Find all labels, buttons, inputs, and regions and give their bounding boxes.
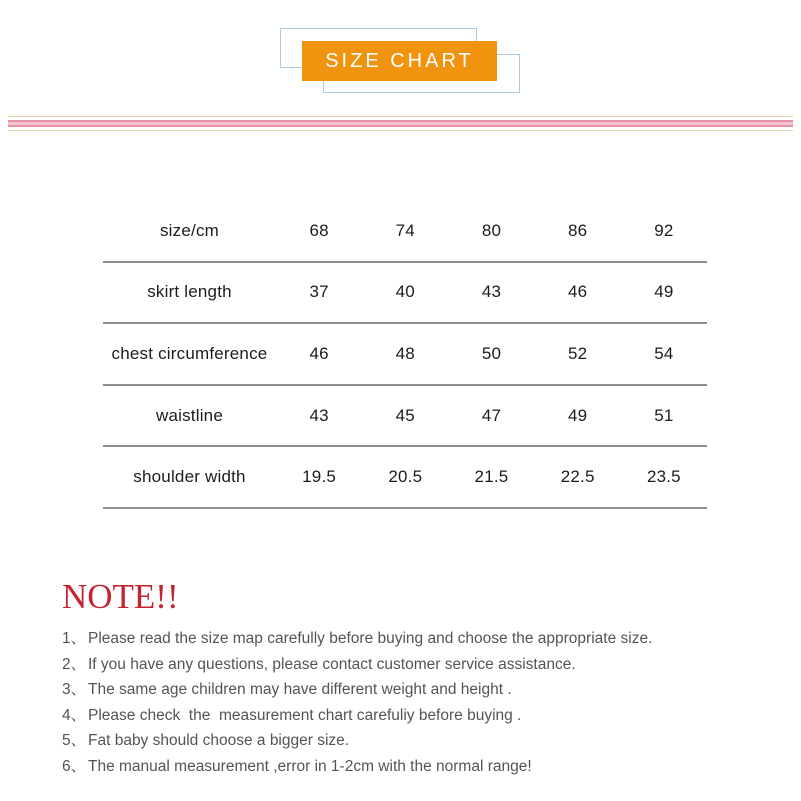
table-row-waistline: [103, 386, 707, 448]
note-heading: NOTE!!: [62, 577, 179, 616]
header-cell-label: size/cm: [159, 220, 220, 240]
note-number: 2、: [62, 655, 87, 673]
table-row-chest-circumference: [103, 324, 707, 386]
header-cell-size: 86: [568, 220, 588, 240]
row-label: waistline: [156, 405, 223, 425]
note-text: The manual measurement ,error in 1-2cm with the normal range!: [88, 757, 532, 775]
header-cell-size: 92: [654, 220, 674, 240]
note-item-3: [62, 677, 762, 703]
note-text: Please check the measurement chart carefuliy before buying .: [88, 706, 522, 724]
row-value: 47: [481, 405, 502, 425]
divider-pink-band: [8, 120, 793, 127]
note-number: 1、: [62, 630, 87, 647]
note-number: 5、: [62, 732, 87, 750]
header-cell-size: 80: [481, 220, 502, 240]
row-label: skirt length: [147, 282, 232, 302]
row-value: 45: [395, 405, 415, 425]
note-text: Fat baby should choose a bigger size.: [88, 732, 350, 750]
note-text: Please read the size map carefully before buying and choose the appropriate size.: [88, 630, 653, 647]
row-value: 23.5: [646, 467, 681, 487]
banner-title: SIZE CHART: [325, 49, 474, 72]
row-value: 22.5: [560, 467, 595, 487]
row-label: shoulder width: [133, 467, 246, 487]
table-header-row: [103, 201, 707, 263]
note-item-1: [62, 626, 762, 652]
row-label: chest circumference: [111, 343, 268, 363]
row-value: 43: [481, 282, 502, 302]
row-value: 46: [309, 343, 329, 363]
row-value: 19.5: [302, 467, 337, 487]
row-value: 52: [568, 343, 588, 363]
note-item-2: [62, 652, 762, 678]
row-value: 49: [568, 405, 588, 425]
note-number: 4、: [62, 706, 87, 724]
table-row-shoulder-width: [103, 447, 707, 509]
row-value: 40: [395, 282, 415, 302]
header-cell-size: 74: [395, 220, 415, 240]
row-value: 21.5: [474, 467, 509, 487]
note-number: 3、: [62, 681, 87, 699]
note-text: If you have any questions, please contact customer service assistance.: [88, 655, 576, 673]
striped-divider: [8, 116, 793, 131]
row-value: 20.5: [388, 467, 423, 487]
row-value: 49: [654, 282, 674, 302]
note-number: 6、: [62, 757, 87, 775]
note-item-6: [62, 754, 762, 780]
header-cell-size: 68: [309, 220, 329, 240]
note-text: The same age children may have different weight and height .: [88, 681, 512, 699]
row-value: 43: [309, 405, 329, 425]
note-item-5: [62, 728, 762, 754]
note-item-4: [62, 703, 762, 729]
row-value: 37: [309, 282, 329, 302]
row-value: 54: [654, 343, 674, 363]
row-value: 46: [568, 282, 588, 302]
divider-tan-line-bottom: [8, 130, 793, 131]
size-chart-banner: [302, 41, 497, 81]
size-table: [103, 201, 707, 509]
row-value: 51: [654, 405, 674, 425]
row-value: 50: [481, 343, 502, 363]
row-value: 48: [395, 343, 415, 363]
note-list: [62, 626, 762, 780]
table-row-skirt-length: [103, 263, 707, 325]
